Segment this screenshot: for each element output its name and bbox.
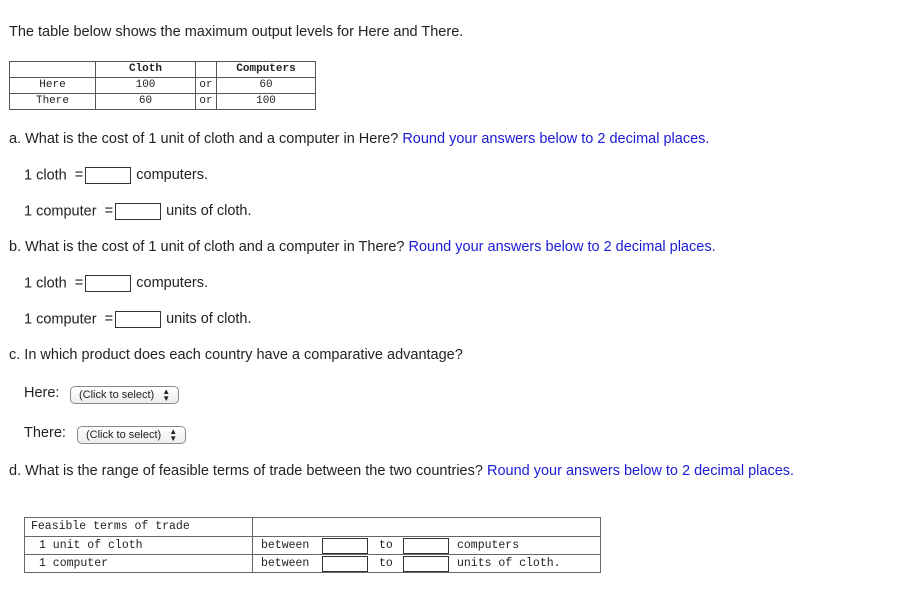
qb-cloth-line (24, 275, 208, 292)
terms-unit-text: units of cloth. (457, 557, 561, 570)
table-row (10, 78, 316, 94)
there-label: There: (24, 425, 66, 441)
qa-computer-label: 1 computer (24, 203, 97, 220)
to-text: to (379, 557, 393, 570)
question-d-text: d. What is the range of feasible terms of trade between the two countries? (9, 463, 483, 479)
terms-computer-max-input[interactable] (403, 556, 449, 572)
terms-row-answer (252, 554, 601, 573)
intro-text: The table below shows the maximum output levels for Here and There. (9, 24, 464, 40)
here-select[interactable] (70, 386, 179, 404)
question-b (9, 239, 716, 255)
qa-cloth-line (24, 167, 208, 184)
here-label: Here: (24, 385, 60, 401)
table-header-row (10, 62, 316, 78)
there-select-value: (Click to select) (86, 429, 162, 441)
qb-cloth-unit: computers. (136, 275, 208, 292)
equals-sign: = (74, 167, 84, 184)
row-computers: 100 (217, 94, 316, 110)
question-c-text: c. In which product does each country have a comparative advantage? (9, 347, 463, 363)
terms-header-blank (252, 517, 601, 537)
terms-row-answer (252, 536, 601, 555)
row-computers: 60 (217, 78, 316, 94)
here-select-value: (Click to select) (79, 389, 155, 401)
terms-row-label: 1 unit of cloth (39, 539, 143, 552)
qa-computer-line (24, 203, 252, 220)
header-or-blank (196, 62, 217, 78)
terms-computer-min-input[interactable] (322, 556, 368, 572)
qa-cloth-input[interactable] (85, 167, 131, 184)
equals-sign: = (74, 275, 84, 292)
question-d-round-note: Round your answers below to 2 decimal places. (486, 463, 795, 479)
table-row (24, 554, 253, 573)
terms-cloth-max-input[interactable] (403, 538, 449, 554)
question-a-round-note: Round your answers below to 2 decimal places. (402, 131, 710, 147)
question-a (9, 131, 709, 147)
qb-computer-line (24, 311, 252, 328)
table-row (24, 536, 253, 555)
header-computers: Computers (217, 62, 316, 78)
select-arrows-icon: ▲ ▼ (169, 427, 178, 444)
terms-cloth-min-input[interactable] (322, 538, 368, 554)
terms-unit-text: computers (457, 539, 520, 552)
terms-header: Feasible terms of trade (31, 520, 190, 533)
to-text: to (379, 539, 393, 552)
table-corner (10, 62, 96, 78)
row-or: or (196, 94, 217, 110)
row-country: There (10, 94, 96, 110)
equals-sign: = (104, 311, 114, 328)
select-arrows-icon: ▲ ▼ (162, 387, 171, 404)
qb-computer-unit: units of cloth. (166, 311, 252, 328)
between-text: between (261, 539, 310, 552)
qb-cloth-input[interactable] (85, 275, 131, 292)
row-cloth: 60 (96, 94, 196, 110)
row-or: or (196, 78, 217, 94)
row-cloth: 100 (96, 78, 196, 94)
there-select[interactable] (77, 426, 186, 444)
header-cloth: Cloth (96, 62, 196, 78)
question-a-text: a. What is the cost of 1 unit of cloth and a computer in Here? (9, 131, 399, 147)
qa-computer-unit: units of cloth. (166, 203, 252, 220)
question-d (9, 463, 794, 479)
qa-cloth-unit: computers. (136, 167, 208, 184)
qa-cloth-label: 1 cloth (24, 167, 67, 184)
qb-computer-label: 1 computer (24, 311, 97, 328)
qb-cloth-label: 1 cloth (24, 275, 67, 292)
question-b-round-note: Round your answers below to 2 decimal places. (408, 239, 716, 255)
row-country: Here (10, 78, 96, 94)
terms-row-label: 1 computer (39, 557, 109, 570)
qa-computer-input[interactable] (115, 203, 161, 220)
between-text: between (261, 557, 310, 570)
equals-sign: = (104, 203, 114, 220)
qb-computer-input[interactable] (115, 311, 161, 328)
terms-header-cell (24, 517, 253, 537)
table-row (10, 94, 316, 110)
output-table (9, 61, 316, 110)
question-b-text: b. What is the cost of 1 unit of cloth and a computer in There? (9, 239, 405, 255)
